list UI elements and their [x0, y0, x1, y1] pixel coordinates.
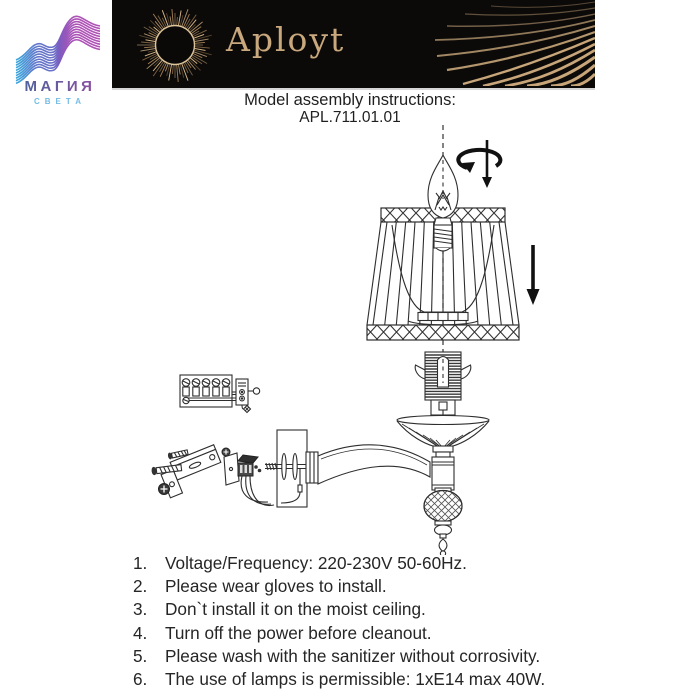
slide-shade-down-icon: [527, 245, 540, 305]
lamp-column: [397, 415, 489, 555]
wave-logo-icon: [16, 16, 100, 83]
bobeche-rim: [397, 416, 489, 425]
screw-head-front: [159, 484, 170, 495]
brand-banner: [112, 0, 595, 90]
logo-subtitle: СВЕТА: [33, 97, 87, 106]
fan-rays-decoration: [395, 0, 595, 86]
instruction-item: 4. Turn off the power before cleanout.: [133, 622, 432, 643]
instruction-item: 2. Please wear gloves to install.: [133, 576, 387, 597]
terminal-wiring-diagram: [180, 375, 260, 413]
model-number: APL.711.01.01: [299, 109, 401, 126]
wall-plate-assembly: [265, 430, 430, 507]
page-title: Model assembly instructions:: [244, 91, 456, 109]
socket-clip-left: [415, 365, 425, 379]
instruction-item: 1. Voltage/Frequency: 220-230V 50-60Hz.: [133, 553, 467, 573]
instruction-item: 3. Don`t install it on the moist ceiling.: [133, 599, 426, 620]
instruction-list: [133, 552, 593, 691]
terminal-block-part: [238, 455, 261, 476]
shade-bottom-band: [367, 325, 519, 340]
plate-screw: [222, 448, 230, 456]
finial: [435, 521, 452, 555]
candle-bulb: [428, 155, 458, 251]
assembly-diagram: [130, 115, 580, 555]
curved-arm: [318, 445, 430, 484]
brand-name: Aployt: [226, 20, 346, 59]
arm-collar: [306, 452, 318, 483]
crystal-ball: [424, 490, 462, 522]
instruction-item: 6. The use of lamps is permissible: 1xE14 max 40W.: [133, 669, 546, 690]
small-mount-plate: [224, 453, 239, 485]
wires: [241, 476, 274, 506]
sunburst-eclipse-icon: [129, 1, 221, 87]
rotate-bulb-icon: [458, 140, 500, 188]
socket-assembly: [415, 352, 471, 418]
logo-title: МАГИЯ: [24, 78, 96, 95]
mounting-hardware-exploded: [151, 445, 274, 506]
socket-clip-right: [461, 365, 471, 379]
bulb-e14-base: [434, 218, 452, 251]
instruction-item: 5. Please wash with the sanitizer without corrosivity.: [133, 645, 541, 666]
